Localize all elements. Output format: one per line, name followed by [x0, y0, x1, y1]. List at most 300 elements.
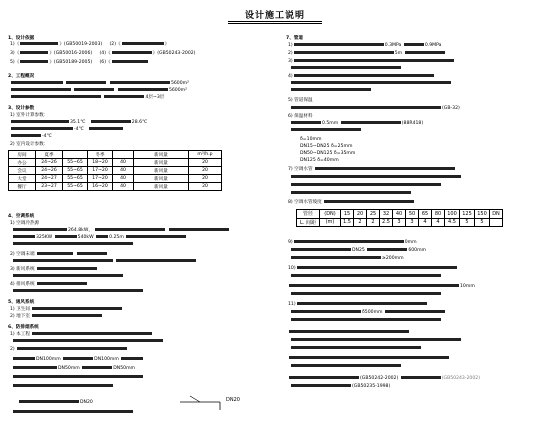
text-block — [13, 375, 143, 377]
text-block — [13, 235, 35, 237]
text: 1)《 — [10, 42, 20, 47]
right-line-26 — [290, 274, 442, 279]
left-line-26 — [10, 347, 128, 352]
text: DN — [352, 248, 359, 253]
table-cell: 房间 — [9, 151, 36, 159]
table-cell: 新风量 — [134, 175, 189, 183]
indoor-design-table — [8, 150, 222, 191]
text: 5) 管道保温 — [288, 98, 313, 103]
table-cell: 40 — [393, 210, 406, 219]
text-block — [11, 81, 63, 83]
table-cell: 新风量 — [134, 167, 189, 175]
text: 1) 卫生间 — [10, 307, 30, 312]
table-cell: 55~65 — [63, 159, 88, 167]
text-block — [291, 121, 321, 123]
table-cell: 新风量 — [134, 183, 189, 191]
right-line-35 — [288, 356, 450, 361]
table-cell: 1.5 — [341, 218, 354, 227]
text-block — [294, 43, 384, 45]
table-row — [297, 218, 503, 227]
text-block — [116, 259, 196, 261]
text-block — [291, 106, 441, 108]
table-cell: 24~26 — [36, 159, 63, 167]
text: (2)《 — [109, 42, 121, 47]
text: 1) — [288, 43, 293, 48]
text-block — [291, 66, 401, 68]
text-block — [82, 366, 112, 368]
table-cell: 50 — [406, 210, 419, 219]
text-block — [55, 235, 77, 237]
left-line-12: 1) 空调冷热源 — [10, 221, 40, 226]
right-line-23 — [290, 248, 426, 253]
text: 2) — [10, 347, 15, 352]
right-line-24 — [290, 256, 404, 261]
text: (GB50019-2003) — [63, 42, 103, 47]
table-cell: 40 — [113, 159, 134, 167]
table-cell: (m) — [320, 218, 341, 227]
text-block — [112, 60, 148, 62]
text: 9) — [288, 240, 293, 245]
table-cell: 17~20 — [88, 167, 113, 175]
right-line-38 — [290, 384, 390, 389]
right-line-20 — [290, 191, 412, 196]
table-cell: 32 — [380, 210, 393, 219]
right-line-22 — [288, 240, 417, 245]
text-block — [11, 95, 101, 97]
text: (4)《 — [99, 51, 111, 56]
text: 2) 空调末端 — [10, 252, 35, 257]
text-block — [37, 252, 73, 254]
left-line-25 — [12, 339, 164, 344]
text: DN50 — [300, 151, 313, 156]
text-block — [405, 51, 445, 53]
text: 25 — [358, 248, 365, 253]
pipe-support-table — [296, 209, 503, 227]
right-line-1 — [288, 43, 442, 48]
left-line-32 — [12, 410, 134, 415]
table-cell: 150 — [475, 210, 490, 219]
text-block — [291, 191, 411, 193]
text: -4℃ — [42, 134, 52, 139]
text: 0.5mm — [322, 121, 339, 126]
left-line-24 — [10, 332, 153, 337]
right-line-5 — [288, 74, 435, 79]
right-line-36 — [290, 364, 402, 369]
right-line-27 — [288, 284, 475, 289]
text-block — [291, 346, 421, 348]
text-block — [291, 384, 351, 386]
text: 28.6℃ — [131, 120, 148, 125]
table-row — [9, 167, 222, 175]
right-line-19 — [290, 183, 442, 188]
text-block — [20, 60, 48, 62]
text-block — [32, 314, 102, 316]
table-cell: 55~65 — [63, 167, 88, 175]
title-underline-thin — [228, 23, 322, 24]
table-cell: 办公 — [9, 159, 36, 167]
text-block — [32, 307, 122, 309]
text-block — [289, 356, 449, 358]
right-line-30 — [290, 310, 446, 315]
text-block — [291, 364, 401, 366]
text-block — [291, 183, 441, 185]
text-block — [401, 376, 441, 378]
text-block — [291, 318, 441, 320]
table-cell: 2 — [354, 218, 367, 227]
text: DN100mm — [36, 357, 61, 362]
left-line-21 — [12, 289, 144, 294]
text-block — [112, 51, 152, 53]
page-title: 设计施工说明 — [244, 11, 305, 21]
text-block — [294, 240, 404, 242]
text: 5600 — [170, 81, 183, 86]
text: 7) 空调水管 — [288, 167, 313, 172]
text-block — [104, 95, 144, 97]
text: 11) — [288, 302, 296, 307]
text-block — [13, 242, 133, 244]
table-cell: 55~65 — [63, 175, 88, 183]
text: 2) — [288, 51, 293, 56]
text: 4) 排风系统 — [10, 282, 35, 287]
right-line-29 — [288, 302, 428, 307]
table-cell — [113, 151, 134, 159]
text: 325KW — [36, 235, 53, 240]
text: 3)《 — [10, 51, 20, 56]
table-cell: 5 — [460, 218, 475, 227]
text: (GB50235-1998) — [352, 384, 391, 389]
text: DN50mm — [113, 366, 136, 371]
text-block — [126, 235, 186, 237]
left-line-23 — [10, 314, 103, 319]
text: (GB50189-2005) — [53, 60, 93, 65]
text: DN15~DN25 — [300, 144, 330, 149]
text-block — [169, 228, 229, 230]
text-block — [13, 410, 133, 412]
table-cell: 新风量 — [134, 159, 189, 167]
right-line-31 — [290, 318, 442, 323]
table-header-row — [9, 151, 222, 159]
text-block — [74, 88, 114, 90]
section-4-heading: 4、空调系统 — [8, 214, 35, 219]
text: DN20 — [80, 400, 93, 405]
table-cell: 大堂 — [9, 175, 36, 183]
right-line-12 — [290, 128, 362, 133]
text-block — [289, 376, 359, 378]
text: (GB50242-2002) — [360, 376, 399, 381]
text-block — [37, 267, 97, 269]
table-row — [9, 183, 222, 191]
table-cell: 24~26 — [36, 167, 63, 175]
text-block — [13, 339, 163, 341]
left-line-3: 5)《 》(GB50189-2005) (6)《 — [10, 60, 149, 65]
table-cell: 17~20 — [88, 175, 113, 183]
section-5-heading: 5、通风系统 — [8, 300, 35, 305]
section-3-heading: 3、设计参数 — [8, 106, 35, 111]
table-cell: 4 — [419, 218, 432, 227]
table-cell — [490, 218, 503, 227]
table-cell: 55~65 — [63, 183, 88, 191]
text: 264.8 — [68, 228, 82, 233]
left-line-8 — [10, 120, 147, 125]
left-line-22 — [10, 307, 123, 312]
right-line-34 — [290, 346, 422, 351]
right-line-8 — [288, 98, 313, 103]
pipe-label-dn20: DN20 — [226, 397, 240, 403]
text-block — [367, 248, 407, 250]
left-line-10 — [10, 134, 52, 139]
right-line-11 — [290, 121, 423, 126]
title-underline — [228, 21, 322, 22]
text-block — [17, 347, 127, 349]
text-block — [11, 127, 73, 129]
right-line-25 — [288, 266, 458, 271]
table-cell: 15 — [341, 210, 354, 219]
text-block — [110, 81, 170, 83]
table-cell: 40 — [113, 183, 134, 191]
table-cell: 18~20 — [88, 159, 113, 167]
text-block — [95, 228, 165, 230]
text: (GB50016-2006) — [53, 51, 93, 56]
text: m² — [182, 81, 189, 86]
left-line-20 — [10, 282, 88, 287]
table-cell: 3 — [406, 218, 419, 227]
left-line-30 — [12, 384, 114, 389]
left-line-11: 2) 室内设计参数： — [10, 142, 49, 147]
table-cell: 40 — [113, 175, 134, 183]
text-block — [89, 127, 123, 129]
text-block — [294, 59, 454, 61]
text-block — [77, 252, 107, 254]
text: 3) 新风系统 — [10, 267, 35, 272]
left-line-13 — [12, 228, 230, 233]
left-line-2: 3)《 》(GB50016-2006) (4)《 》(GB50243-2002) — [10, 51, 196, 56]
text: (GB50243-2002) — [157, 51, 196, 56]
text-block — [11, 88, 71, 90]
text-block — [289, 284, 459, 286]
table-cell: 20 — [189, 167, 222, 175]
left-line-31 — [18, 400, 93, 405]
pipe-symbol-diagram — [180, 392, 250, 412]
text: (GB-32) — [442, 106, 460, 111]
table-cell: 2 — [367, 218, 380, 227]
left-line-5 — [10, 88, 187, 93]
table-cell: 新风量 — [134, 151, 189, 159]
text-block — [291, 310, 361, 312]
text-block — [341, 121, 401, 123]
text-block — [291, 292, 441, 294]
left-line-7: 1) 室外计算参数： — [10, 113, 49, 118]
table-cell: 夏季 — [36, 151, 63, 159]
text: 6) 保温材料 — [288, 114, 313, 119]
left-line-6 — [10, 95, 164, 100]
left-line-1: 1)《 》(GB50019-2003) (2)《 》 — [10, 42, 170, 47]
right-line-15: DN50~DN125 δ=35mm — [300, 151, 356, 156]
right-line-3 — [288, 59, 455, 64]
table-cell: 25 — [367, 210, 380, 219]
text-block — [385, 310, 445, 312]
right-line-28 — [290, 292, 442, 297]
text: DN100mm — [94, 357, 119, 362]
table-cell: 餐厅 — [9, 183, 36, 191]
text-block — [96, 235, 108, 237]
text: kW， — [81, 228, 93, 233]
left-line-19 — [12, 274, 124, 279]
left-line-29 — [12, 375, 144, 380]
text-block — [291, 175, 461, 177]
text-block — [315, 167, 455, 169]
table-cell: 20 — [189, 175, 222, 183]
text-block — [289, 330, 409, 332]
table-cell: 16~20 — [88, 183, 113, 191]
text: 2) 地下室 — [10, 314, 30, 319]
text-block — [32, 332, 152, 334]
table-cell: 80 — [432, 210, 445, 219]
text: DN50mm — [58, 366, 80, 371]
table-cell: L. 间距 — [297, 218, 320, 227]
text: (6)《 — [99, 60, 111, 65]
table-row — [9, 159, 222, 167]
table-cell: 管径 — [297, 210, 320, 219]
left-line-14 — [12, 235, 187, 240]
text-block — [404, 43, 424, 45]
text: 5600m² — [168, 88, 187, 93]
text-block — [91, 120, 131, 122]
right-line-21 — [288, 200, 415, 205]
text: 5m — [394, 51, 403, 56]
table-cell: (DN) — [320, 210, 341, 219]
text: 540kW — [77, 235, 94, 240]
text-block — [20, 42, 58, 44]
text: 1) 本工程 — [10, 332, 30, 337]
right-line-10 — [288, 114, 313, 119]
text-block — [121, 357, 143, 359]
table-row — [9, 175, 222, 183]
text-block — [11, 134, 41, 136]
right-line-6 — [290, 81, 452, 86]
text-block — [11, 120, 69, 122]
text-block — [291, 128, 361, 130]
text: 10mm — [460, 284, 475, 289]
text: 35.1℃ — [70, 120, 86, 125]
text: 4) — [288, 74, 293, 79]
table-cell: 3 — [393, 218, 406, 227]
table-cell: 4.5 — [445, 218, 460, 227]
right-line-2 — [288, 51, 446, 56]
table-cell: 4 — [432, 218, 445, 227]
text-block — [291, 248, 351, 250]
table-cell: 会议 — [9, 167, 36, 175]
text: 4层~3层 — [145, 95, 165, 100]
right-line-16 — [300, 158, 339, 163]
right-line-7 — [290, 88, 372, 93]
right-line-18 — [290, 175, 462, 180]
left-line-15 — [12, 242, 134, 247]
table-cell: m³/h.p — [189, 151, 222, 159]
text: ≥200mm — [382, 256, 404, 261]
table-cell: 5 — [475, 218, 490, 227]
text-block — [13, 259, 113, 261]
text-block — [294, 74, 434, 76]
text-block — [13, 384, 113, 386]
table-header-row — [297, 210, 503, 219]
text: 0.25m — [109, 235, 124, 240]
right-line-14 — [300, 144, 352, 149]
table-cell: 20 — [354, 210, 367, 219]
left-line-17 — [12, 259, 197, 264]
text-block — [294, 51, 394, 53]
text-block — [291, 81, 451, 83]
right-line-9 — [290, 106, 460, 111]
text: 10) — [288, 266, 296, 271]
text-block — [297, 302, 427, 304]
right-line-37 — [288, 376, 480, 381]
left-line-27 — [12, 357, 144, 362]
left-line-28 — [12, 366, 135, 371]
table-cell: 100 — [445, 210, 460, 219]
table-cell: DN — [490, 210, 503, 219]
text: 0.9MPa — [424, 43, 442, 48]
table-cell: 20 — [189, 159, 222, 167]
text: δ=40mm — [317, 158, 339, 163]
text-block — [19, 400, 79, 402]
text-block — [122, 42, 164, 44]
text: δ=35mm — [333, 151, 356, 156]
text: δ=25mm — [330, 144, 353, 149]
text-block — [13, 289, 143, 291]
text-block — [324, 200, 414, 202]
section-2-heading: 2、工程概况 — [8, 74, 35, 79]
text: (GB50243-2002) — [441, 376, 480, 381]
right-line-13: δ=10mm — [300, 137, 322, 142]
left-line-9 — [10, 127, 124, 132]
text-block — [297, 266, 457, 268]
table-cell: 65 — [419, 210, 432, 219]
text: 5)《 — [10, 60, 20, 65]
text-block — [291, 274, 441, 276]
text-block — [66, 81, 106, 83]
table-cell: 24~27 — [36, 175, 63, 183]
table-cell — [63, 151, 88, 159]
table-cell: 23~27 — [36, 183, 63, 191]
right-line-33 — [290, 338, 462, 343]
text-block — [291, 256, 381, 258]
text-block — [13, 274, 123, 276]
text-block — [13, 366, 57, 368]
section-6-heading: 6、防排烟系统 — [8, 325, 39, 330]
text-block — [63, 357, 93, 359]
text-block — [20, 51, 48, 53]
section-1-heading: 1、设计依据 — [8, 36, 35, 41]
text-block — [13, 228, 67, 230]
text: -4℃ — [74, 127, 84, 132]
table-cell: 冬季 — [88, 151, 113, 159]
right-line-4 — [290, 66, 402, 71]
right-line-32 — [288, 330, 410, 335]
right-line-17 — [288, 167, 456, 172]
table-cell: 2.5 — [380, 218, 393, 227]
text: 8) 空调水管坡度 — [288, 200, 322, 205]
text: δ500mm — [362, 310, 383, 315]
section-7-heading: 7、管道 — [286, 36, 303, 41]
text: (88R418) — [401, 121, 424, 126]
text: DN125 — [300, 158, 316, 163]
text: 0mm — [404, 240, 417, 245]
text-block — [37, 282, 87, 284]
text-block — [118, 88, 168, 90]
text-block — [13, 357, 35, 359]
table-cell: 20 — [189, 183, 222, 191]
text: DN125 — [316, 151, 333, 156]
